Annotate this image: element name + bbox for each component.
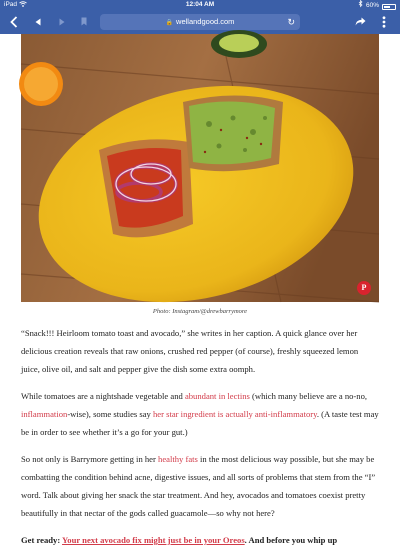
share-icon[interactable] [352,10,368,34]
more-vertical-icon[interactable] [376,10,392,34]
url-bar[interactable] [100,14,300,30]
paragraph-2-text: While tomatoes are a nightshade vegetable and [21,391,185,401]
link-avocado-oreos[interactable]: Your next avocado fix might just be in your Oreos [62,535,245,545]
paragraph-2-text: -wise), some studies say [67,409,153,419]
paragraph-3-text: in the most delicious way possible, but she may be combatting the condition behind acne, digestive issues, and all sorts of problems that stem from the “I” word. Talk about giving her snack the star treatment. And hey, avocados and tomatoes coexist pretty beautifully in that nectar of the gods called guacamole—so why not here? [21,454,376,518]
paragraph-4-text: . And before you whip up [244,535,338,545]
article-body [21,324,379,558]
link-healthy-fats[interactable]: healthy fats [158,454,198,464]
link-abundant-in-lectins[interactable]: abundant in lectins [184,391,250,401]
reload-icon[interactable]: ↻ [287,17,295,27]
photo-caption: Photo: Instagram/@drewbarrymore [152,308,248,315]
back-chevron-icon[interactable] [6,10,22,34]
forward-arrow-icon[interactable] [54,10,70,34]
browser-toolbar [0,10,400,34]
link-anti-inflammatory[interactable]: her star ingredient is actually anti-inflammatory [153,409,317,419]
device-name: iPad [4,1,18,8]
paragraph-3-text: So not only is Barrymore getting in her [21,454,159,464]
pinterest-save-button[interactable]: P [357,281,371,295]
paragraph-3 [21,450,379,522]
paragraph-1: “Snack!!! Heirloom tomato toast and avocado,” she writes in her caption. A quick glance over her delicious creation reveals that raw onions, crushed red pepper (of course), freshly squeezed lemon juice, olive oil, and salt and pepper give the dish some extra oomph. [21,328,359,374]
clock: 12:04 AM [185,1,215,8]
back-arrow-icon[interactable] [30,10,46,34]
paragraph-2-text: (which many believe are a no-no, [249,391,368,401]
article-photo [21,34,379,302]
status-bar [0,0,400,10]
bookmark-icon[interactable] [76,10,92,34]
paragraph-4-text: Get ready: [21,535,63,545]
battery-percent: 60% [365,1,379,9]
url-text: wellandgood.com [176,17,235,26]
link-inflammation[interactable]: inflammation [21,409,68,419]
paragraph-4 [21,531,379,549]
paragraph-2 [21,387,379,441]
lock-icon: 🔒 [165,20,174,26]
paragraph-2-text: . (A taste test may be in order to see whether it’s a go for your gut.) [21,409,379,437]
battery-icon [382,4,396,10]
